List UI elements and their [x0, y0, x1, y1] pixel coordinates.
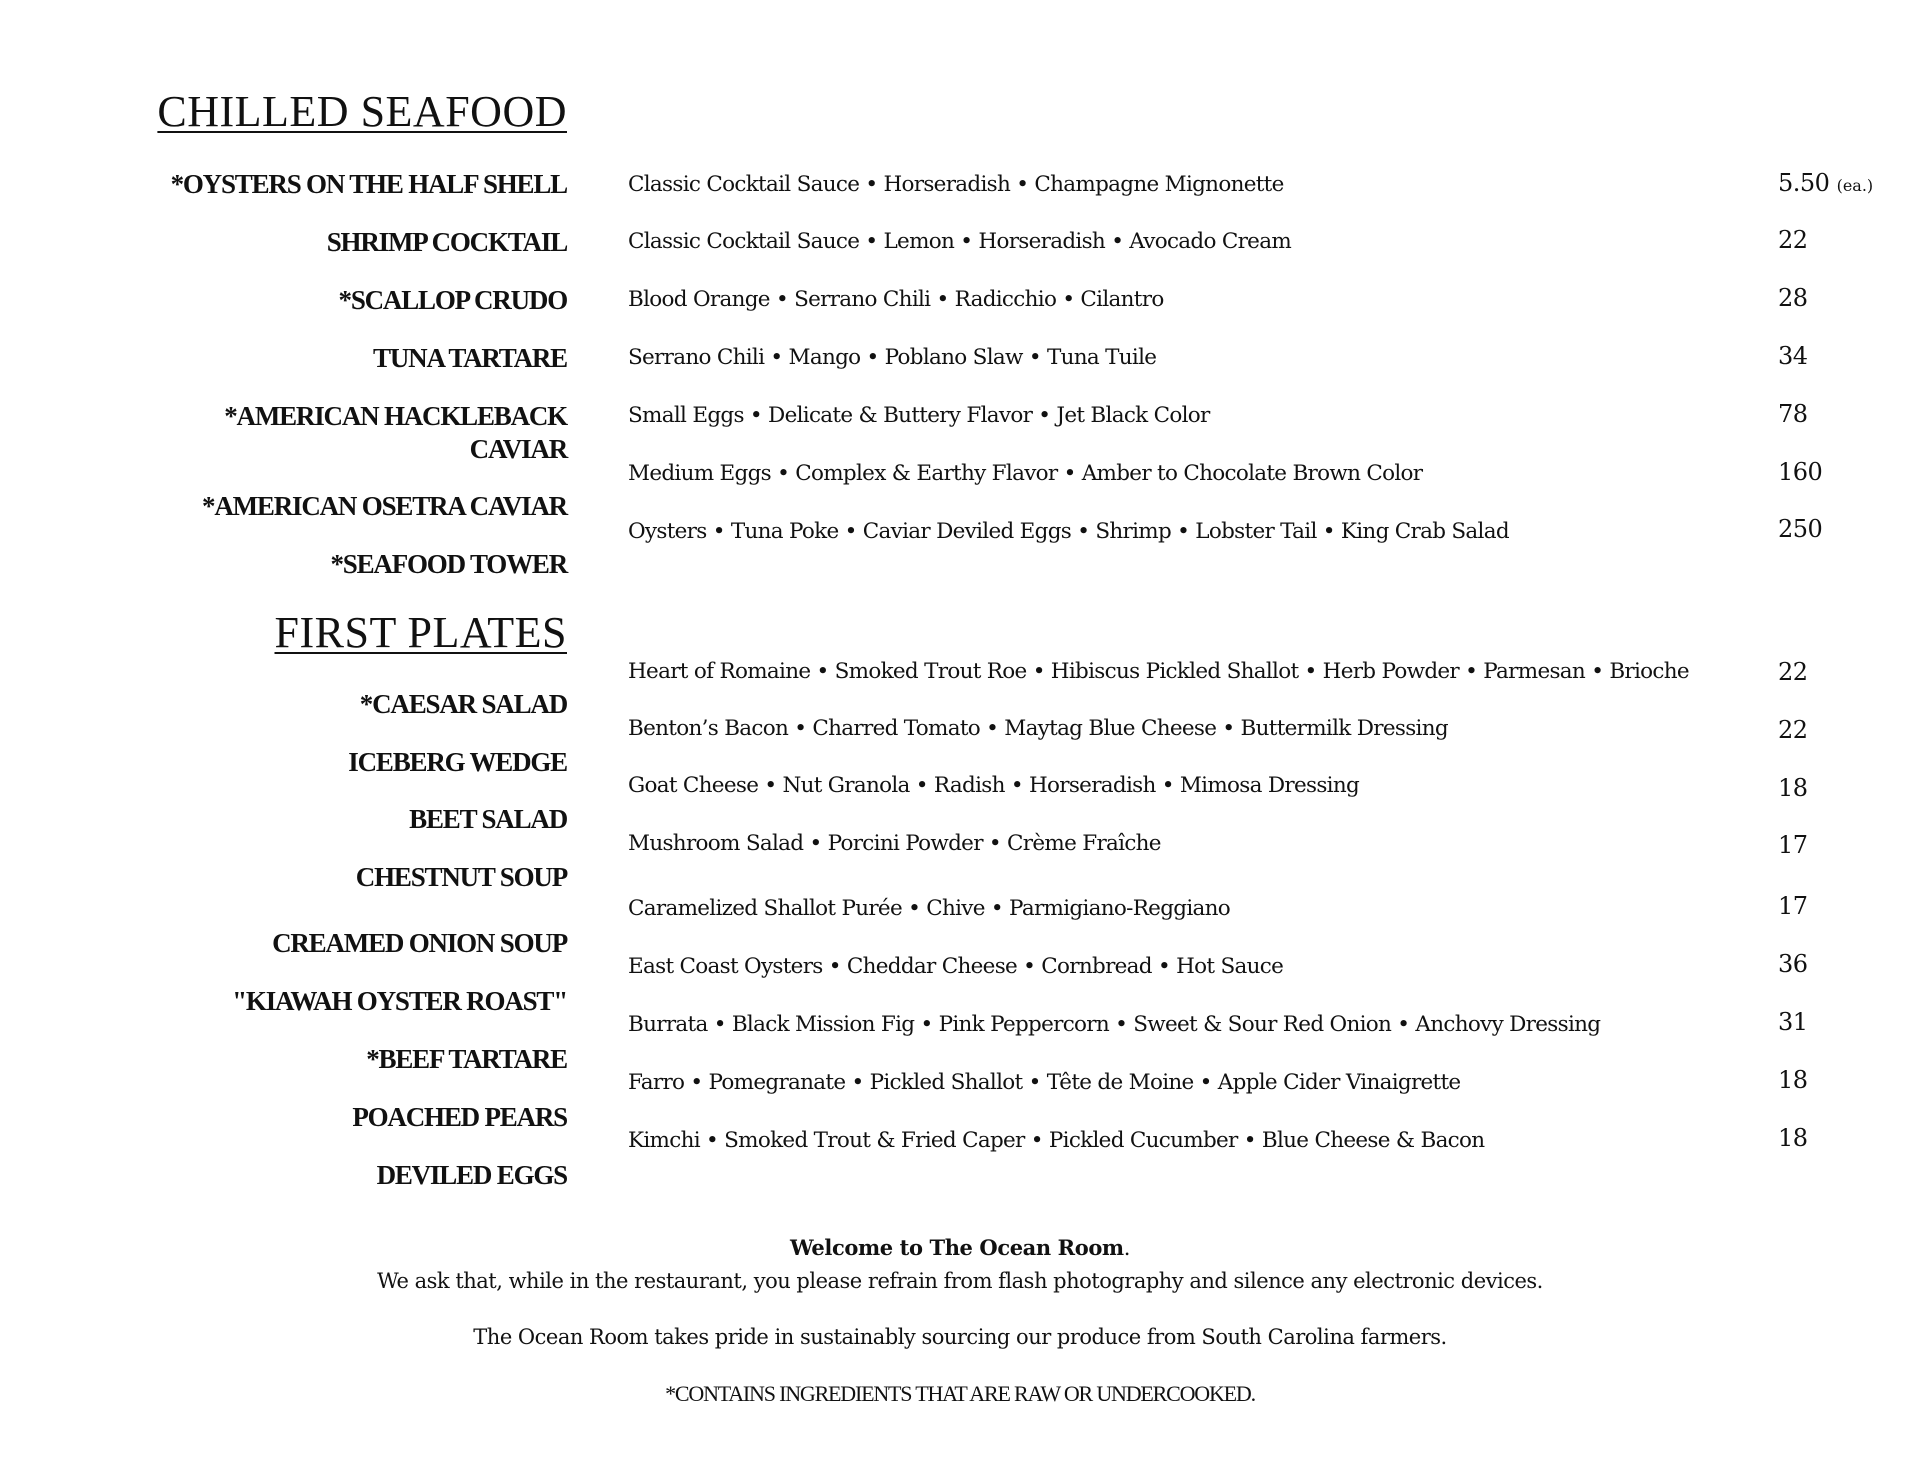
menu-item-name: *SEAFOOD TOWER: [330, 549, 567, 579]
menu-item-price: 22: [1778, 716, 1808, 744]
menu-item-price: 160: [1778, 458, 1823, 486]
menu-item-name: DEVILED EGGS: [376, 1160, 567, 1190]
menu-item-price: 78: [1778, 400, 1808, 428]
menu-item-name: "KIAWAH OYSTER ROAST": [232, 986, 567, 1016]
menu-item-description: Classic Cocktail Sauce • Horseradish • Champagne Mignonette: [628, 172, 1284, 197]
menu-item-price: 18: [1778, 1124, 1808, 1152]
menu-item-price: 17: [1778, 831, 1808, 859]
menu-item-description: Burrata • Black Mission Fig • Pink Peppercorn • Sweet & Sour Red Onion • Anchovy Dressing: [628, 1012, 1601, 1037]
menu-item-description: Medium Eggs • Complex & Earthy Flavor • Amber to Chocolate Brown Color: [628, 461, 1423, 486]
menu-item-name: *AMERICAN OSETRA CAVIAR: [202, 491, 567, 521]
price-value: 5.50: [1778, 169, 1830, 197]
menu-item-name: POACHED PEARS: [352, 1102, 567, 1132]
menu-item-price: 34: [1778, 342, 1808, 370]
menu-item-description: Kimchi • Smoked Trout & Fried Caper • Pickled Cucumber • Blue Cheese & Bacon: [628, 1128, 1485, 1153]
menu-item-description: Benton’s Bacon • Charred Tomato • Maytag Blue Cheese • Buttermilk Dressing: [628, 716, 1448, 741]
menu-item-description: Small Eggs • Delicate & Buttery Flavor • Jet Black Color: [628, 403, 1210, 428]
menu-item-description: Goat Cheese • Nut Granola • Radish • Horseradish • Mimosa Dressing: [628, 773, 1360, 798]
menu-item-price: 31: [1778, 1008, 1808, 1036]
menu-item-name: *OYSTERS ON THE HALF SHELL: [170, 169, 567, 199]
menu-item-description: Serrano Chili • Mango • Poblano Slaw • Tuna Tuile: [628, 345, 1157, 370]
menu-item-name: CREAMED ONION SOUP: [272, 928, 567, 958]
menu-item-name: SHRIMP COCKTAIL: [326, 227, 567, 257]
menu-item-name: BEET SALAD: [409, 804, 567, 834]
menu-item-name: CHESTNUT SOUP: [355, 862, 567, 892]
menu-item-description: Caramelized Shallot Purée • Chive • Parmigiano-Reggiano: [628, 896, 1231, 921]
menu-item-name: ICEBERG WEDGE: [348, 747, 567, 777]
menu-item-price: 28: [1778, 284, 1808, 312]
menu-item-description: Blood Orange • Serrano Chili • Radicchio • Cilantro: [628, 287, 1164, 312]
section-title-first-plates: FIRST PLATES: [274, 608, 567, 657]
raw-ingredients-warning: *CONTAINS INGREDIENTS THAT ARE RAW OR UNDERCOOKED.: [665, 1381, 1255, 1406]
price-unit: (ea.): [1836, 176, 1874, 195]
menu-item-price: 18: [1778, 1066, 1808, 1094]
menu-item-name: *CAESAR SALAD: [359, 689, 567, 719]
menu-item-description: Farro • Pomegranate • Pickled Shallot • Tête de Moine • Apple Cider Vinaigrette: [628, 1070, 1461, 1095]
menu-item-name: [224, 400, 567, 466]
menu-item-description: Mushroom Salad • Porcini Powder • Crème Fraîche: [628, 831, 1161, 856]
menu-item-name: *SCALLOP CRUDO: [338, 285, 567, 315]
menu-item-price: 22: [1778, 658, 1808, 686]
menu-item-description: Oysters • Tuna Poke • Caviar Deviled Eggs • Shrimp • Lobster Tail • King Crab Salad: [628, 519, 1509, 544]
sourcing-statement: The Ocean Room takes pride in sustainably sourcing our produce from South Carolina farmers.: [473, 1325, 1447, 1349]
menu-item-price: 17: [1778, 892, 1808, 920]
menu-item-name-line1: *AMERICAN HACKLEBACK: [224, 401, 567, 431]
section-title-chilled-seafood: CHILLED SEAFOOD: [157, 87, 567, 136]
menu-item-name: TUNA TARTARE: [373, 343, 567, 373]
welcome-message: [0, 1235, 1920, 1260]
menu-item-description: Heart of Romaine • Smoked Trout Roe • Hibiscus Pickled Shallot • Herb Powder • Parmesan • Brioche: [628, 659, 1689, 684]
menu-item-name-line2: CAVIAR: [469, 434, 567, 464]
menu-item-price: 18: [1778, 774, 1808, 802]
menu-item-price: 250: [1778, 515, 1823, 543]
menu-item-description: Classic Cocktail Sauce • Lemon • Horseradish • Avocado Cream: [628, 229, 1292, 254]
welcome-text: Welcome to The Ocean Room: [789, 1235, 1124, 1260]
photography-notice: We ask that, while in the restaurant, you please refrain from flash photography and silence any electronic devices.: [377, 1269, 1543, 1293]
menu-item-description: East Coast Oysters • Cheddar Cheese • Cornbread • Hot Sauce: [628, 954, 1284, 979]
menu-item-price: 22: [1778, 226, 1808, 254]
welcome-punctuation: .: [1123, 1236, 1131, 1260]
menu-item-price: [1778, 169, 1873, 197]
menu-item-name: *BEEF TARTARE: [366, 1044, 567, 1074]
menu-item-price: 36: [1778, 950, 1808, 978]
